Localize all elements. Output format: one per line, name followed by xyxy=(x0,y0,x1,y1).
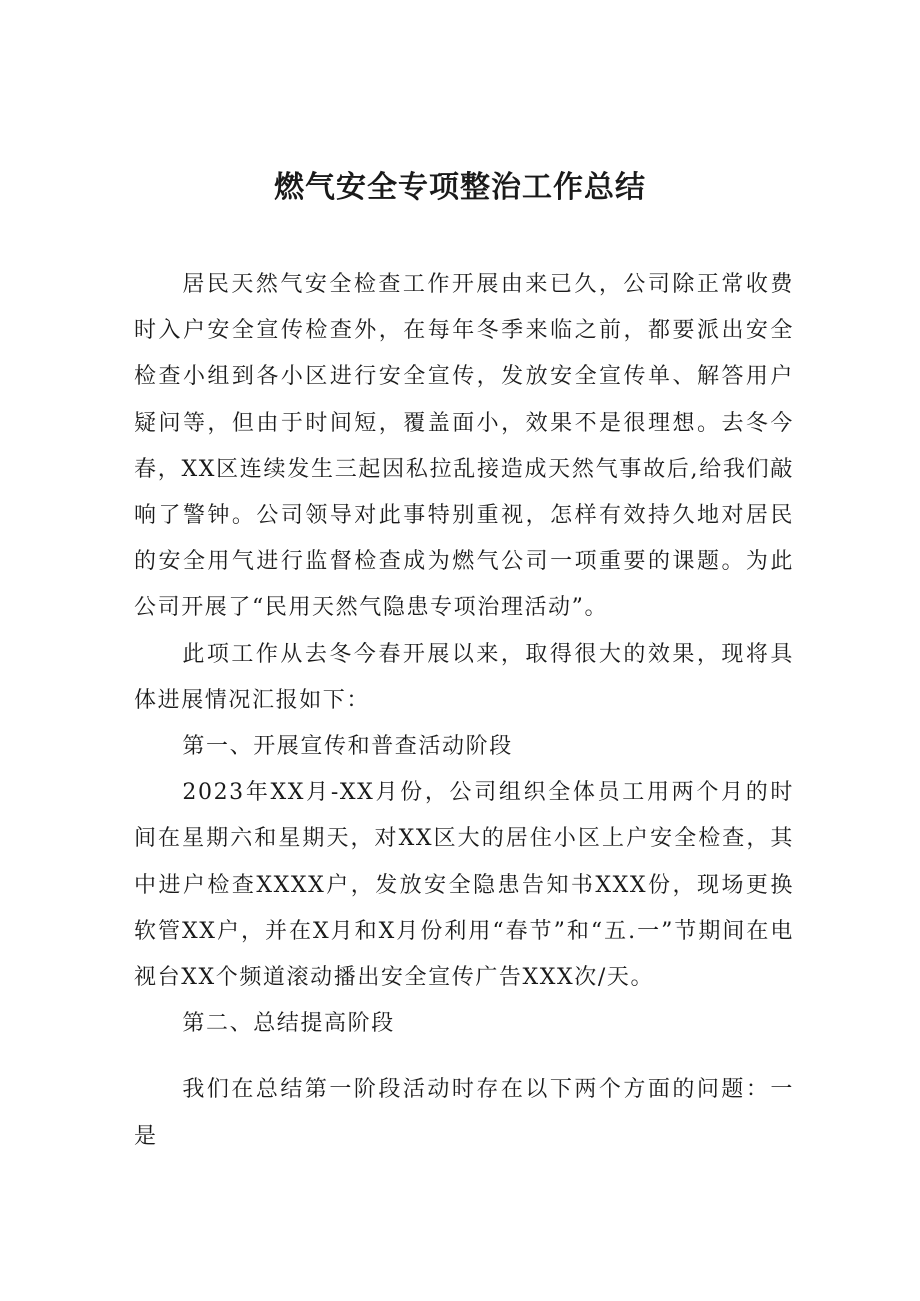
document-body xyxy=(134,262,794,1160)
document-title: 燃气安全专项整治工作总结 xyxy=(274,170,646,205)
paragraph-progress: 此项工作从去冬今春开展以来，取得很大的效果，现将具体进展情况汇报如下： xyxy=(134,641,794,713)
paragraph-first-stage: 2023年XX月-XX月份，公司组织全体员工用两个月的时间在星期六和星期天，对XX区大的居住小区上户安全检查，其中进户检查XXXX户，发放安全隐患告知书XXX份，现场更换软管XX户，并在X月和X月份利用“春节”和“五.一”节期间在电视台XX个频道滚动播出安全宣传广告XXX次/天。 xyxy=(134,780,794,991)
paragraph-intro: 居民天然气安全检查工作开展由来已久，公司除正常收费时入户安全宣传检查外，在每年冬季来临之前，都要派出安全检查小组到各小区进行安全宣传，发放安全宣传单、解答用户疑问等，但由于时间短，覆盖面小，效果不是很理想。去冬今春，XX区连续发生三起因私拉乱接造成天然气事故后,给我们敲响了警钟。公司领导对此事特别重视，怎样有效持久地对居民的安全用气进行监督检查成为燃气公司一项重要的课题。为此公司开展了“民用天然气隐患专项治理活动”。 xyxy=(134,272,794,621)
section-heading-second: 第二、总结提高阶段 xyxy=(182,1011,395,1037)
section-heading-first: 第一、开展宣传和普查活动阶段 xyxy=(182,734,513,760)
paragraph-second-stage: 我们在总结第一阶段活动时存在以下两个方面的问题：一是 xyxy=(134,1077,794,1149)
